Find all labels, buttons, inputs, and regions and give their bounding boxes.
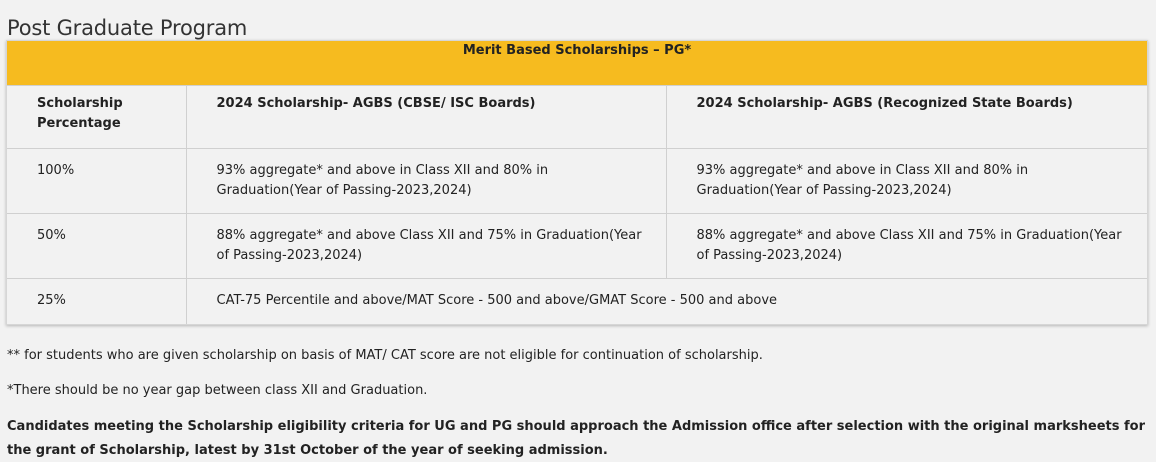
header-scholarship-percentage: Scholarship Percentage (7, 86, 186, 149)
cell-percentage: 25% (7, 279, 186, 324)
scholarship-table-container (6, 40, 1148, 325)
cell-state-criteria: 88% aggregate* and above Class XII and 75% in Graduation(Year of Passing-2023,2024) (666, 214, 1147, 279)
note-mat-cat: ** for students who are given scholarship on basis of MAT/ CAT score are not eligible for continuation of scholarship. (7, 348, 763, 363)
table-caption: Merit Based Scholarships – PG* (7, 41, 1147, 86)
note-year-gap: *There should be no year gap between class XII and Graduation. (7, 383, 428, 398)
cell-cbse-criteria: 88% aggregate* and above Class XII and 75% in Graduation(Year of Passing-2023,2024) (186, 214, 666, 279)
cell-merged-criteria: CAT-75 Percentile and above/MAT Score - 500 and above/GMAT Score - 500 and above (216, 293, 778, 308)
cell-percentage: 50% (7, 214, 186, 279)
scholarship-table (7, 41, 1147, 324)
header-state-boards: 2024 Scholarship- AGBS (Recognized State Boards) (666, 86, 1147, 149)
table-caption-row (7, 41, 1147, 86)
table-header-row (7, 86, 1147, 149)
page-title: Post Graduate Program (7, 16, 248, 41)
cell-state-criteria: 93% aggregate* and above in Class XII and 80% in Graduation(Year of Passing-2023,2024) (666, 149, 1147, 214)
table-row (7, 279, 1147, 324)
cell-percentage: 100% (7, 149, 186, 214)
header-cbse-isc: 2024 Scholarship- AGBS (CBSE/ ISC Boards) (186, 86, 666, 149)
table-row (7, 149, 1147, 214)
table-row (7, 214, 1147, 279)
note-admission-office: Candidates meeting the Scholarship eligibility criteria for UG and PG should approach the Admission office after selection with the original marksheets for the grant of Scholarship, latest by 31st October of the year of seeking admission. (7, 419, 1146, 458)
cell-cbse-criteria: 93% aggregate* and above in Class XII and 80% in Graduation(Year of Passing-2023,2024) (186, 149, 666, 214)
